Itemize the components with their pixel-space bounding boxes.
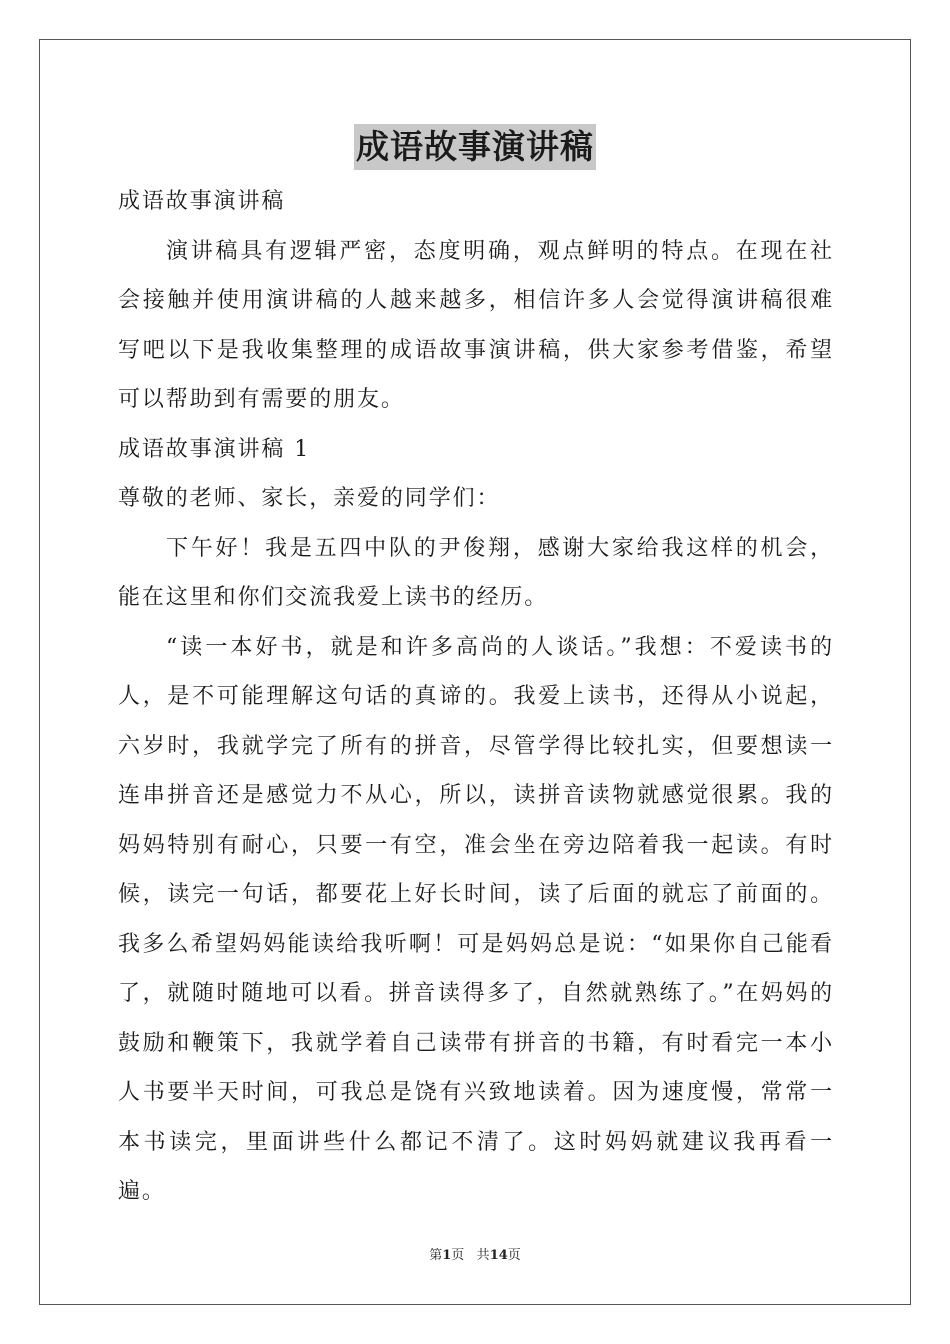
footer-total-prefix: 共 — [476, 1248, 490, 1263]
footer-prefix: 第 — [429, 1248, 443, 1263]
document-title: 成语故事演讲稿 — [354, 124, 596, 170]
document-body — [118, 177, 834, 1217]
footer-total-suffix: 页 — [507, 1248, 521, 1263]
title-container — [0, 124, 950, 170]
current-page-number: 1 — [442, 1248, 452, 1263]
paragraph: “读一本好书，就是和许多高尚的人谈话。”我想：不爱读书的人，是不可能理解这句话的真谛的。我爱上读书，还得从小说起，六岁时，我就学完了所有的拼音，尽管学得比较扎实，但要想读一连串拼音还是感觉力不从心，所以，读拼音读物就感觉很累。我的妈妈特别有耐心，只要一有空，准会坐在旁边陪着我一起读。有时候，读完一句话，都要花上好长时间，读了后面的就忘了前面的。我多么希望妈妈能读给我听啊！可是妈妈总是说：“如果你自己能看了，就随时随地可以看。拼音读得多了，自然就熟练了。”在妈妈的鼓励和鞭策下，我就学着自己读带有拼音的书籍，有时看完一本小人书要半天时间，可我总是饶有兴致地读着。因为速度慢，常常一本书读完，里面讲些什么都记不清了。这时妈妈就建议我再看一遍。 — [118, 634, 834, 1204]
total-pages-number: 14 — [489, 1248, 508, 1263]
paragraph: 下午好！我是五四中队的尹俊翔，感谢大家给我这样的机会，能在这里和你们交流我爱上读书的经历。 — [118, 535, 834, 610]
page-footer — [0, 1247, 950, 1265]
footer-page-suffix: 页 — [451, 1248, 465, 1263]
paragraph: 成语故事演讲稿 — [118, 189, 286, 214]
paragraph: 尊敬的老师、家长，亲爱的同学们： — [118, 486, 501, 511]
paragraph: 成语故事演讲稿 1 — [118, 436, 311, 462]
paragraph: 演讲稿具有逻辑严密，态度明确，观点鲜明的特点。在现在社会接触并使用演讲稿的人越来越多，相信许多人会觉得演讲稿很难写吧以下是我收集整理的成语故事演讲稿，供大家参考借鉴，希望可以帮助到有需要的朋友。 — [118, 238, 834, 412]
